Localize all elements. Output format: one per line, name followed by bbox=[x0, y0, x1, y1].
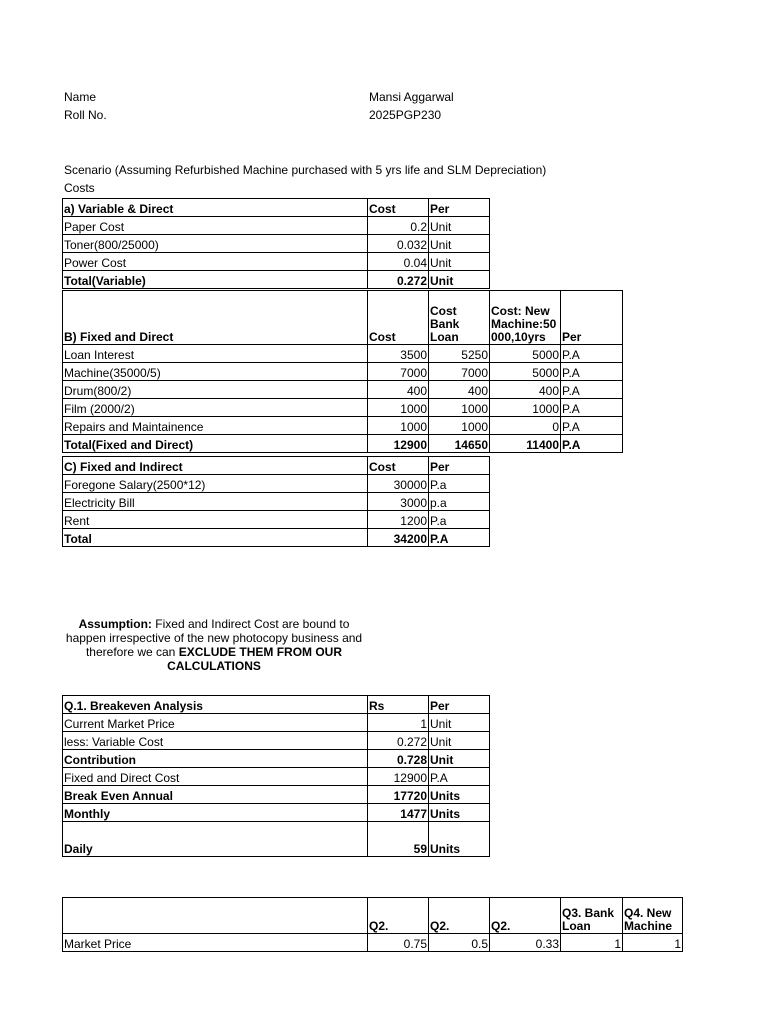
cell-value: 0.272 bbox=[368, 732, 429, 750]
cell-unit: Unit bbox=[429, 732, 490, 750]
total-row bbox=[63, 435, 623, 453]
table-row bbox=[63, 750, 490, 768]
cell-value: 0.04 bbox=[368, 253, 429, 271]
row-label: Film (2000/2) bbox=[63, 399, 368, 417]
cell-value: 7000 bbox=[429, 363, 490, 381]
row-label: Drum(800/2) bbox=[63, 381, 368, 399]
cell-unit: P.A bbox=[561, 435, 623, 453]
cell-value: 12900 bbox=[368, 768, 429, 786]
cell-value: 30000 bbox=[368, 475, 429, 493]
cell-value: 12900 bbox=[368, 435, 429, 453]
row-label: Electricity Bill bbox=[63, 493, 368, 511]
table-row bbox=[63, 475, 490, 493]
q2-header: Q2. bbox=[490, 898, 561, 934]
market-price-table bbox=[62, 897, 683, 952]
cell-unit: Units bbox=[429, 822, 490, 857]
table-row bbox=[63, 345, 623, 363]
row-label: Break Even Annual bbox=[63, 786, 368, 804]
fixed-indirect-table bbox=[62, 456, 490, 547]
row-label: Power Cost bbox=[63, 253, 368, 271]
cell-value: 1000 bbox=[368, 399, 429, 417]
breakeven-header: Q.1. Breakeven Analysis bbox=[63, 696, 368, 714]
row-label: Total(Fixed and Direct) bbox=[63, 435, 368, 453]
per-header: Per bbox=[561, 291, 623, 345]
table-row bbox=[63, 493, 490, 511]
table-row bbox=[63, 253, 490, 271]
breakeven-table bbox=[62, 695, 490, 857]
cell-value: 1 bbox=[561, 934, 623, 952]
cost-header: Cost bbox=[368, 199, 429, 217]
table-row bbox=[63, 217, 490, 235]
cell-value: 3500 bbox=[368, 345, 429, 363]
row-label: Loan Interest bbox=[63, 345, 368, 363]
cell-unit: Unit bbox=[429, 750, 490, 768]
cell-value: 1477 bbox=[368, 804, 429, 822]
table-row bbox=[63, 511, 490, 529]
assumption-lead: Assumption: bbox=[78, 617, 152, 631]
row-label: Paper Cost bbox=[63, 217, 368, 235]
cell-value: 34200 bbox=[368, 529, 429, 547]
row-label: Fixed and Direct Cost bbox=[63, 768, 368, 786]
cell-value: 17720 bbox=[368, 786, 429, 804]
row-label: Current Market Price bbox=[63, 714, 368, 732]
q2-header: Q2. bbox=[429, 898, 490, 934]
cell-value: 1000 bbox=[490, 399, 561, 417]
row-label: Market Price bbox=[63, 934, 368, 952]
fixed-direct-header: B) Fixed and Direct bbox=[63, 291, 368, 345]
table-row bbox=[63, 381, 623, 399]
row-label: Total(Variable) bbox=[63, 271, 368, 289]
cell-value: 0.272 bbox=[368, 271, 429, 289]
cell-value: 3000 bbox=[368, 493, 429, 511]
cell-value: 1000 bbox=[368, 417, 429, 435]
per-header: Per bbox=[429, 199, 490, 217]
row-label: Total bbox=[63, 529, 368, 547]
cell-value: 5000 bbox=[490, 345, 561, 363]
cell-unit: Unit bbox=[429, 714, 490, 732]
cell-unit: Units bbox=[429, 786, 490, 804]
row-label: Contribution bbox=[63, 750, 368, 768]
table-row bbox=[63, 786, 490, 804]
cell-value: 400 bbox=[368, 381, 429, 399]
table-row bbox=[63, 199, 490, 217]
table-row bbox=[63, 934, 683, 952]
assumption-emphasis: EXCLUDE THEM FROM OUR CALCULATIONS bbox=[167, 645, 343, 673]
q3-bank-loan-header: Q3. Bank Loan bbox=[561, 898, 623, 934]
per-header: Per bbox=[429, 696, 490, 714]
cell-value: 1200 bbox=[368, 511, 429, 529]
table-row bbox=[63, 457, 490, 475]
per-header: Per bbox=[429, 457, 490, 475]
cell-unit: P.A bbox=[561, 399, 623, 417]
cell-unit: Unit bbox=[429, 235, 490, 253]
rs-header: Rs bbox=[368, 696, 429, 714]
table-row bbox=[63, 804, 490, 822]
cell-value: 0.33 bbox=[490, 934, 561, 952]
row-label: Monthly bbox=[63, 804, 368, 822]
assumption-note bbox=[64, 617, 364, 673]
cell-value: 0.5 bbox=[429, 934, 490, 952]
row-label: Machine(35000/5) bbox=[63, 363, 368, 381]
name-value: Mansi Aggarwal bbox=[369, 90, 454, 104]
cell-value: 7000 bbox=[368, 363, 429, 381]
cell-unit: P.A bbox=[561, 363, 623, 381]
table-row bbox=[63, 822, 490, 857]
cell-value: 0 bbox=[490, 417, 561, 435]
blank-header bbox=[63, 898, 368, 934]
cell-unit: p.a bbox=[429, 493, 490, 511]
cell-unit: P.a bbox=[429, 475, 490, 493]
row-label: Repairs and Maintainence bbox=[63, 417, 368, 435]
roll-value: 2025PGP230 bbox=[369, 108, 442, 122]
table-row bbox=[63, 417, 623, 435]
cell-value: 400 bbox=[429, 381, 490, 399]
cell-value: 5000 bbox=[490, 363, 561, 381]
cell-unit: Unit bbox=[429, 253, 490, 271]
total-row bbox=[63, 529, 490, 547]
assumption-text: Fixed and Indirect Cost are bound to happen irrespective of the new photocopy business and therefore we can bbox=[65, 617, 363, 659]
row-label: less: Variable Cost bbox=[63, 732, 368, 750]
q2-header: Q2. bbox=[368, 898, 429, 934]
bank-loan-header: Cost Bank Loan bbox=[429, 291, 490, 345]
scenario-text: Scenario (Assuming Refurbished Machine purchased with 5 yrs life and SLM Depreciation) bbox=[64, 163, 547, 177]
cell-value: 1000 bbox=[429, 417, 490, 435]
cell-value: 0.2 bbox=[368, 217, 429, 235]
row-label: Foregone Salary(2500*12) bbox=[63, 475, 368, 493]
row-label: Toner(800/25000) bbox=[63, 235, 368, 253]
table-row bbox=[63, 399, 623, 417]
table-row bbox=[63, 363, 623, 381]
cell-value: 14650 bbox=[429, 435, 490, 453]
total-row bbox=[63, 271, 490, 289]
cell-unit: P.A bbox=[429, 529, 490, 547]
cell-unit: Unit bbox=[429, 271, 490, 289]
name-label: Name bbox=[64, 90, 97, 104]
cell-unit: Unit bbox=[429, 217, 490, 235]
cell-unit: P.A bbox=[429, 768, 490, 786]
row-label: Rent bbox=[63, 511, 368, 529]
cell-unit: P.A bbox=[561, 381, 623, 399]
cell-value: 0.032 bbox=[368, 235, 429, 253]
costs-label: Costs bbox=[64, 181, 95, 195]
cell-unit: Units bbox=[429, 804, 490, 822]
cell-value: 400 bbox=[490, 381, 561, 399]
variable-cost-table bbox=[62, 198, 490, 289]
cell-value: 0.728 bbox=[368, 750, 429, 768]
q4-new-machine-header: Q4. New Machine bbox=[623, 898, 683, 934]
cell-unit: P.A bbox=[561, 417, 623, 435]
new-machine-header: Cost: New Machine:50 000,10yrs bbox=[490, 291, 561, 345]
table-row bbox=[63, 768, 490, 786]
table-row bbox=[63, 291, 623, 345]
cell-value: 5250 bbox=[429, 345, 490, 363]
row-label: Daily bbox=[63, 822, 368, 857]
cell-value: 0.75 bbox=[368, 934, 429, 952]
cell-value: 1 bbox=[623, 934, 683, 952]
table-row bbox=[63, 732, 490, 750]
variable-header: a) Variable & Direct bbox=[63, 199, 368, 217]
cell-unit: P.A bbox=[561, 345, 623, 363]
cost-header: Cost bbox=[368, 291, 429, 345]
cell-value: 59 bbox=[368, 822, 429, 857]
cost-header: Cost bbox=[368, 457, 429, 475]
cell-unit: P.a bbox=[429, 511, 490, 529]
table-row bbox=[63, 898, 683, 934]
roll-label: Roll No. bbox=[64, 108, 107, 122]
fixed-indirect-header: C) Fixed and Indirect bbox=[63, 457, 368, 475]
table-row bbox=[63, 696, 490, 714]
table-row bbox=[63, 235, 490, 253]
fixed-direct-table bbox=[62, 290, 623, 453]
cell-value: 11400 bbox=[490, 435, 561, 453]
cell-value: 1 bbox=[368, 714, 429, 732]
cell-value: 1000 bbox=[429, 399, 490, 417]
table-row bbox=[63, 714, 490, 732]
